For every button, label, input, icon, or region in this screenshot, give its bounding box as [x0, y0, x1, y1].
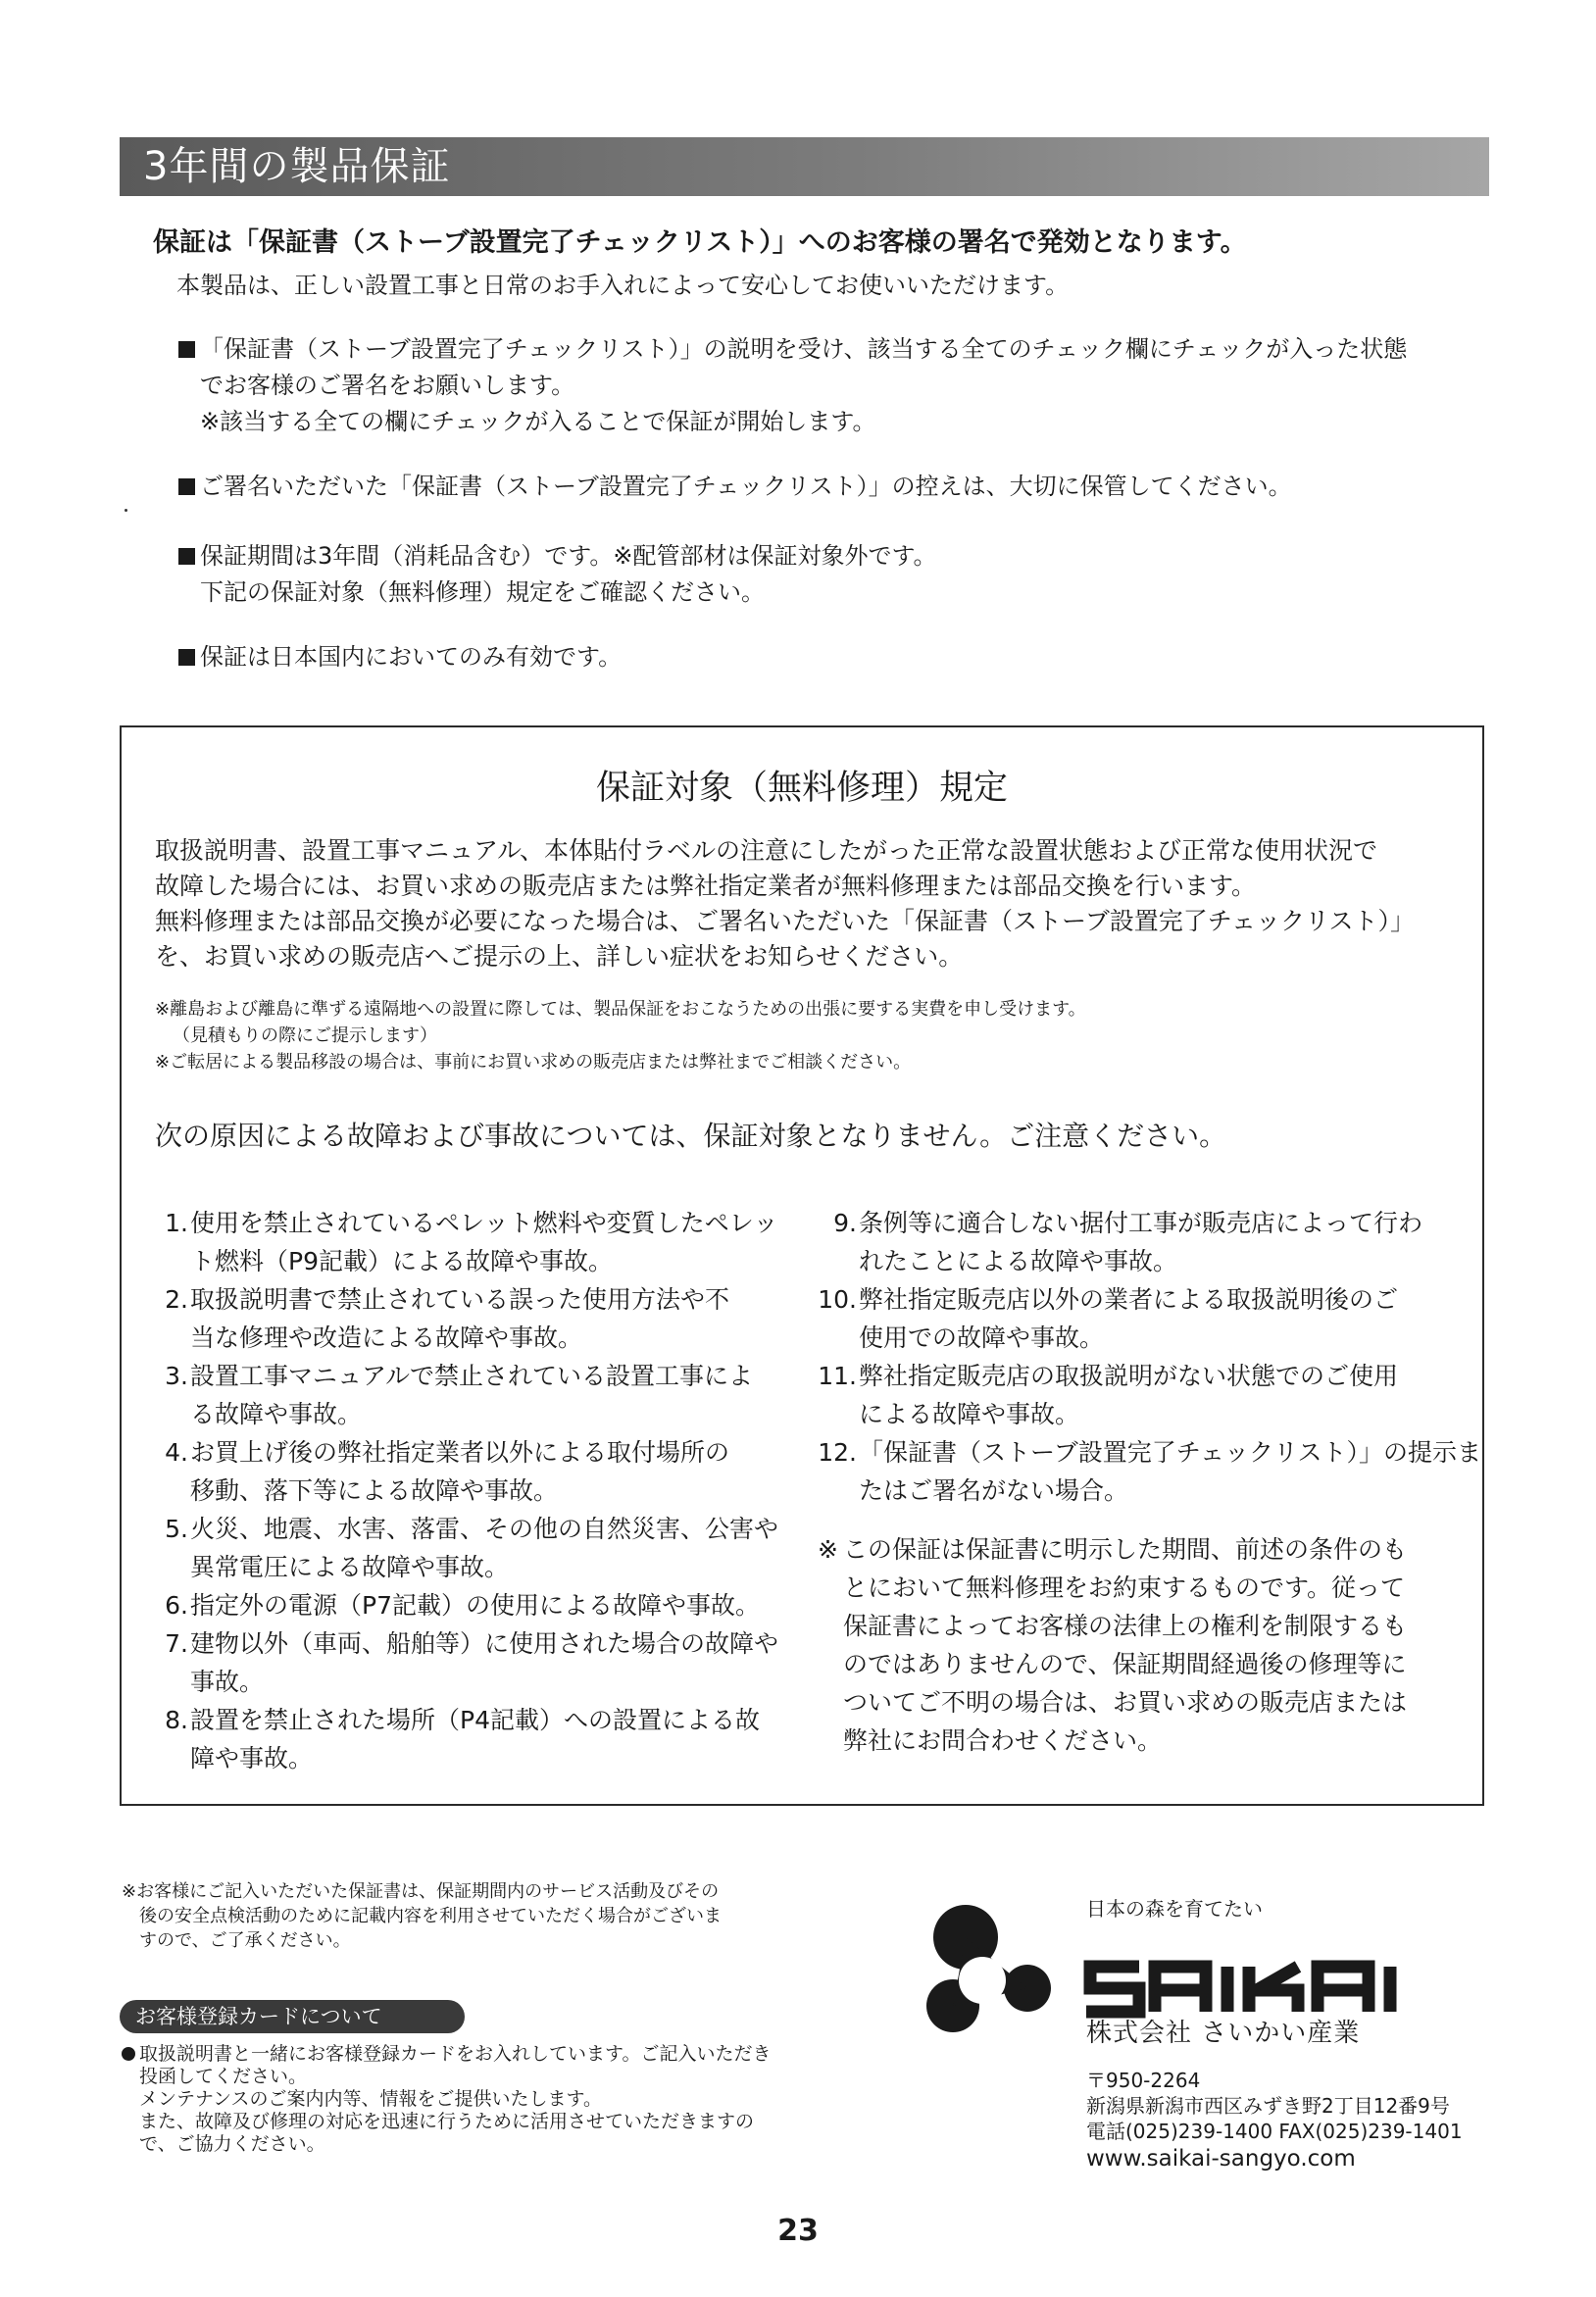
section-header [120, 137, 1489, 196]
exclusion-list-right [818, 1204, 1484, 1760]
page-number: 23 [777, 2214, 819, 2248]
box-title: 保証対象（無料修理）規定 [595, 769, 1008, 808]
list-item: 6. 指定外の電源（P7記載）の使用による故障や事故。 [165, 1591, 760, 1620]
registration-text: 取扱説明書と一緒にお客様登録カードをお入れしています。ご記入いただき 投函してください。 メンテナンスのご案内内等、情報をご提供いたします。 また、故障及び修理の対応を迅速に行うために活用させていただきますの で、ご協力ください。 [122, 2043, 771, 2156]
list-item: 5. 火災、地震、水害、落雷、その他の自然災害、公害や 異常電圧による故障や事故。 [165, 1515, 779, 1581]
list-item: 9. 条例等に適合しない据付工事が販売店によって行わ れたことによる故障や事故。 [833, 1209, 1423, 1275]
box-notes: ※離島および離島に準ずる遠隔地への設置に際しては、製品保証をおこなうための出張に要する実費を申し受けます。 （見積もりの際にご提示します） ※ご転居による製品移設の場合は、事前にお買い求めの販売店または弊社までご相談ください。 [155, 999, 1086, 1073]
warranty-disclaimer: ※ この保証は保証書に明示した期間、前述の条件のも とにおいて無料修理をお約束するものです。従って 保証書によってお客様の法律上の権利を制限するも のではありませんので、保証期間経過後の修理等に ついてご不明の場合は、お買い求めの販売店または 弊社にお問合わせください。 [818, 1535, 1408, 1755]
list-item: 7. 建物以外（車両、船舶等）に使用された場合の故障や 事故。 [165, 1629, 779, 1696]
square-bullet-icon [178, 478, 195, 495]
warranty-terms-box [120, 725, 1484, 1806]
list-item: 11. 弊社指定販売店の取扱説明がない状態でのご使用 による故障や事故。 [818, 1362, 1399, 1428]
bullet-keep-copy: ご署名いただいた「保証書（ストーブ設置完了チェックリスト）」の控えは、大切に保管してください。 [178, 469, 1292, 505]
company-name: 株式会社 さいかい産業 [1086, 2019, 1361, 2048]
list-item: 3. 設置工事マニュアルで禁止されている設置工事によ る故障や事故。 [165, 1362, 754, 1428]
bullet-japan-only: 保証は日本国内においてのみ有効です。 [178, 639, 622, 675]
box-body-text: 取扱説明書、設置工事マニュアル、本体貼付ラベルの注意にしたがった正常な設置状態および正常な使用状況で 故障した場合には、お買い求めの販売店または弊社指定業者が無料修理または部品交換を行います。 無料修理または部品交換が必要になった場合は、ご署名いただいた「保証書（ストーブ設置完了チェックリスト）」 を、お買い求めの販売店へご提示の上、詳しい症状をお知らせください。 [155, 836, 1416, 971]
intro-sub: 本製品は、正しい設置工事と日常のお手入れによって安心してお使いいただけます。 [176, 272, 1070, 299]
bullet-warranty-period: 保証期間は3年間（消耗品含む）です。※配管部材は保証対象外です。 下記の保証対象（無料修理）規定をご確認ください。 [178, 538, 937, 611]
company-tagline: 日本の森を育てたい [1086, 1897, 1263, 1921]
list-item: 2. 取扱説明書で禁止されている誤った使用方法や不 当な修理や改造による故障や事故。 [165, 1285, 730, 1352]
privacy-note: ※お客様にご記入いただいた保証書は、保証期間内のサービス活動及びその 後の安全点検活動のために記載内容を利用させていただく場合がございま すので、ご了承ください。 [122, 1881, 722, 1951]
circle-bullet-icon [122, 2047, 135, 2061]
section-title: 3年間の製品保証 [143, 144, 451, 189]
intro-lead: 保証は「保証書（ストーブ設置完了チェックリスト）」へのお客様の署名で発効となります。 [153, 227, 1247, 258]
exclusion-list-left [155, 1204, 929, 1777]
registration-card-heading: お客様登録カードについて [120, 2000, 465, 2033]
list-item: 4. お買上げ後の弊社指定業者以外による取付場所の 移動、落下等による故障や事故。 [165, 1438, 730, 1505]
logo-text: SAIKAI [912, 1875, 963, 1894]
square-bullet-icon [178, 649, 195, 666]
square-bullet-icon [178, 548, 195, 565]
company-address: 〒950-2264 新潟県新潟市西区みずき野2丁目12番9号 電話(025)239-1400 FAX(025)239-1401 www.saikai-sangyo.com [1086, 2069, 1463, 2172]
molecule-logo-icon [926, 1905, 1051, 2032]
bullet-signature: 「保証書（ストーブ設置完了チェックリスト）」の説明を受け、該当する全てのチェック欄にチェックが入った状態 でお客様のご署名をお願いします。 ※該当する全ての欄にチェックが入ることで保証が開始します。 [178, 331, 1407, 440]
exclusion-warning: 次の原因による故障および事故については、保証対象となりません。ご注意ください。 [155, 1120, 1227, 1152]
list-item: 12. 「保証書（ストーブ設置完了チェックリスト）」の提示ま たはご署名がない場合。 [818, 1438, 1482, 1505]
square-bullet-icon [178, 341, 195, 358]
list-item: 10. 弊社指定販売店以外の業者による取扱説明後のご 使用での故障や事故。 [818, 1285, 1399, 1352]
saikai-wordmark [1086, 1967, 1390, 2012]
list-item: 1. 使用を禁止されているペレット燃料や変質したペレッ ト燃料（P9記載）による故障や事故。 [165, 1209, 778, 1275]
list-item: 8. 設置を禁止された場所（P4記載）への設置による故 障や事故。 [165, 1706, 760, 1773]
scan-speck [125, 509, 127, 512]
company-website: www.saikai-sangyo.com [1086, 2146, 1356, 2172]
